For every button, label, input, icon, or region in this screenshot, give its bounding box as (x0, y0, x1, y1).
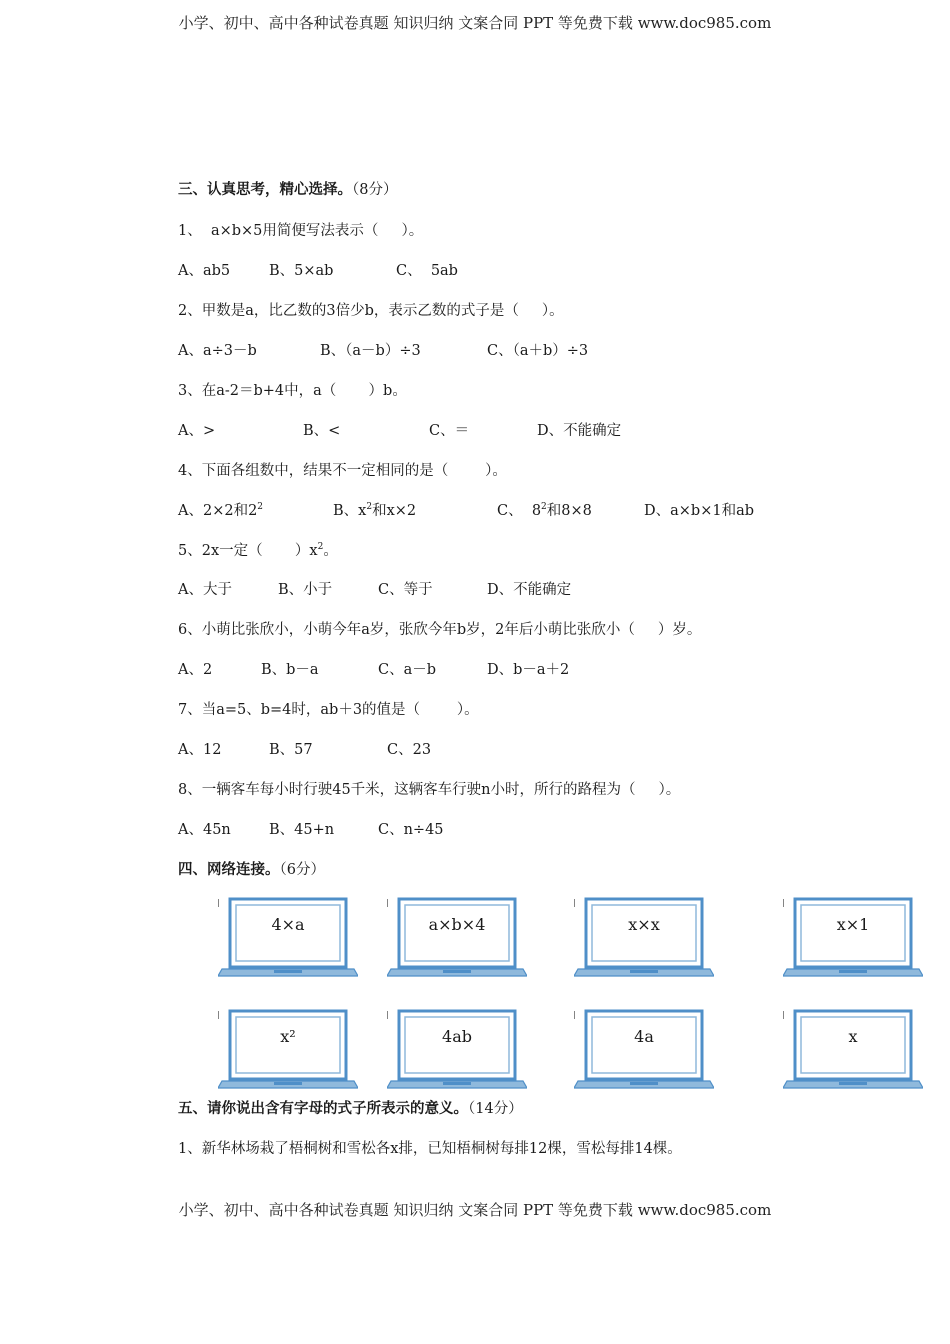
q4-a-exp: 2 (257, 502, 264, 512)
section4-title: 四、网络连接。 (178, 861, 280, 878)
laptop-card-row2-1[interactable] (218, 1009, 358, 1091)
section4-score: （6分） (279, 862, 325, 878)
q8-option-c: C、n÷45 (378, 822, 444, 838)
laptop-expression: x×x (628, 915, 660, 934)
q6-option-c: C、a－b (378, 662, 437, 678)
q4-c-exp: 2 (541, 502, 547, 512)
laptop-icon (218, 897, 358, 979)
q5-text-exp: 2 (317, 542, 324, 552)
q5-text (178, 539, 338, 560)
q4-option-b (333, 499, 416, 520)
q3-text: 3、在a-2＝b+4中，a（ ）b。 (178, 383, 407, 399)
section5-q1-text: 1、新华林场栽了梧桐树和雪松各x排，已知梧桐树每排12棵，雪松每排14棵。 (178, 1141, 682, 1157)
section3-title: 三、认真思考，精心选择。 (178, 181, 352, 198)
q6-option-b: B、b－a (261, 662, 319, 678)
laptop-expression: x×1 (836, 915, 870, 934)
q4-c-rest: 和8×8 (546, 503, 592, 519)
q7-text: 7、当a=5、b=4时，ab＋3的值是（ ）。 (178, 702, 479, 718)
q5-option-b: B、小于 (278, 582, 333, 598)
laptop-expression: a×b×4 (428, 915, 486, 934)
laptop-icon (218, 1009, 358, 1091)
q3-option-b: B、< (303, 423, 341, 439)
laptop-card-row1-4[interactable] (783, 897, 923, 979)
laptop-expression: x² (280, 1027, 296, 1046)
laptop-icon (783, 897, 923, 979)
q3-option-c: C、＝ (429, 423, 470, 439)
laptop-card-row1-2[interactable] (387, 897, 527, 979)
q5-option-a: A、大于 (178, 582, 232, 598)
q5-option-c: C、等于 (378, 582, 433, 598)
q4-b-exp: 2 (366, 502, 373, 512)
laptop-icon (387, 897, 527, 979)
q7-option-c: C、23 (387, 742, 432, 758)
q4-b-rest: 和x×2 (372, 503, 417, 519)
section3-heading (178, 178, 397, 199)
q5-option-d: D、不能确定 (487, 582, 572, 598)
section5-score: （14分） (468, 1101, 523, 1117)
section5-heading (178, 1097, 523, 1118)
q1-option-c: C、 5ab (396, 263, 458, 279)
q5-text-end: 。 (323, 543, 338, 559)
laptop-icon (574, 897, 714, 979)
q8-text: 8、一辆客车每小时行驶45千米，这辆客车行驶n小时，所行的路程为（ ）。 (178, 782, 681, 798)
q6-option-a: A、2 (178, 662, 213, 678)
laptop-card-row2-2[interactable] (387, 1009, 527, 1091)
q4-option-a (178, 499, 263, 520)
laptop-card-row1-1[interactable] (218, 897, 358, 979)
q1-text: 1、 a×b×5用简便写法表示（ ）。 (178, 223, 424, 239)
q2-option-c: C、（a＋b）÷3 (487, 343, 589, 359)
q2-option-b: B、（a－b）÷3 (320, 343, 421, 359)
q4-c-base: C、 8 (497, 503, 542, 519)
laptop-icon (783, 1009, 923, 1091)
q6-option-d: D、b－a＋2 (487, 662, 570, 678)
q4-b-base: B、x (333, 503, 367, 519)
q4-option-c (497, 499, 592, 520)
laptop-card-row2-3[interactable] (574, 1009, 714, 1091)
laptop-expression: 4ab (442, 1027, 472, 1046)
laptop-icon (574, 1009, 714, 1091)
laptop-card-row2-4[interactable] (783, 1009, 923, 1091)
page-footer: 小学、初中、高中各种试卷真题 知识归纳 文案合同 PPT 等免费下载 www.doc985.com (178, 1201, 772, 1219)
q3-option-d: D、不能确定 (537, 423, 622, 439)
q4-text: 4、下面各组数中，结果不一定相同的是（ ）。 (178, 463, 507, 479)
section4-heading (178, 858, 325, 879)
q3-option-a: A、> (178, 423, 216, 439)
q2-option-a: A、a÷3－b (178, 343, 257, 359)
section3-score: （8分） (352, 182, 398, 198)
q8-option-b: B、45+n (269, 822, 335, 838)
page-header: 小学、初中、高中各种试卷真题 知识归纳 文案合同 PPT 等免费下载 www.doc985.com (178, 14, 772, 32)
q2-text: 2、甲数是a，比乙数的3倍少b，表示乙数的式子是（ ）。 (178, 303, 564, 319)
q8-option-a: A、45n (178, 822, 231, 838)
q4-a-base: A、2×2和2 (178, 503, 258, 519)
q4-option-d: D、a×b×1和ab (644, 503, 755, 519)
laptop-expression: 4a (634, 1027, 654, 1046)
q5-text-main: 5、2x一定（ ）x (178, 543, 318, 559)
laptop-icon (387, 1009, 527, 1091)
laptop-card-row1-3[interactable] (574, 897, 714, 979)
section5-title: 五、请你说出含有字母的式子所表示的意义。 (178, 1100, 468, 1117)
q7-option-a: A、12 (178, 742, 222, 758)
q1-option-a: A、ab5 (178, 263, 231, 279)
laptop-expression: x (848, 1027, 858, 1046)
q7-option-b: B、57 (269, 742, 313, 758)
q6-text: 6、小萌比张欣小，小萌今年a岁，张欣今年b岁，2年后小萌比张欣小（ ）岁。 (178, 622, 702, 638)
laptop-expression: 4×a (271, 915, 305, 934)
q1-option-b: B、5×ab (269, 263, 334, 279)
